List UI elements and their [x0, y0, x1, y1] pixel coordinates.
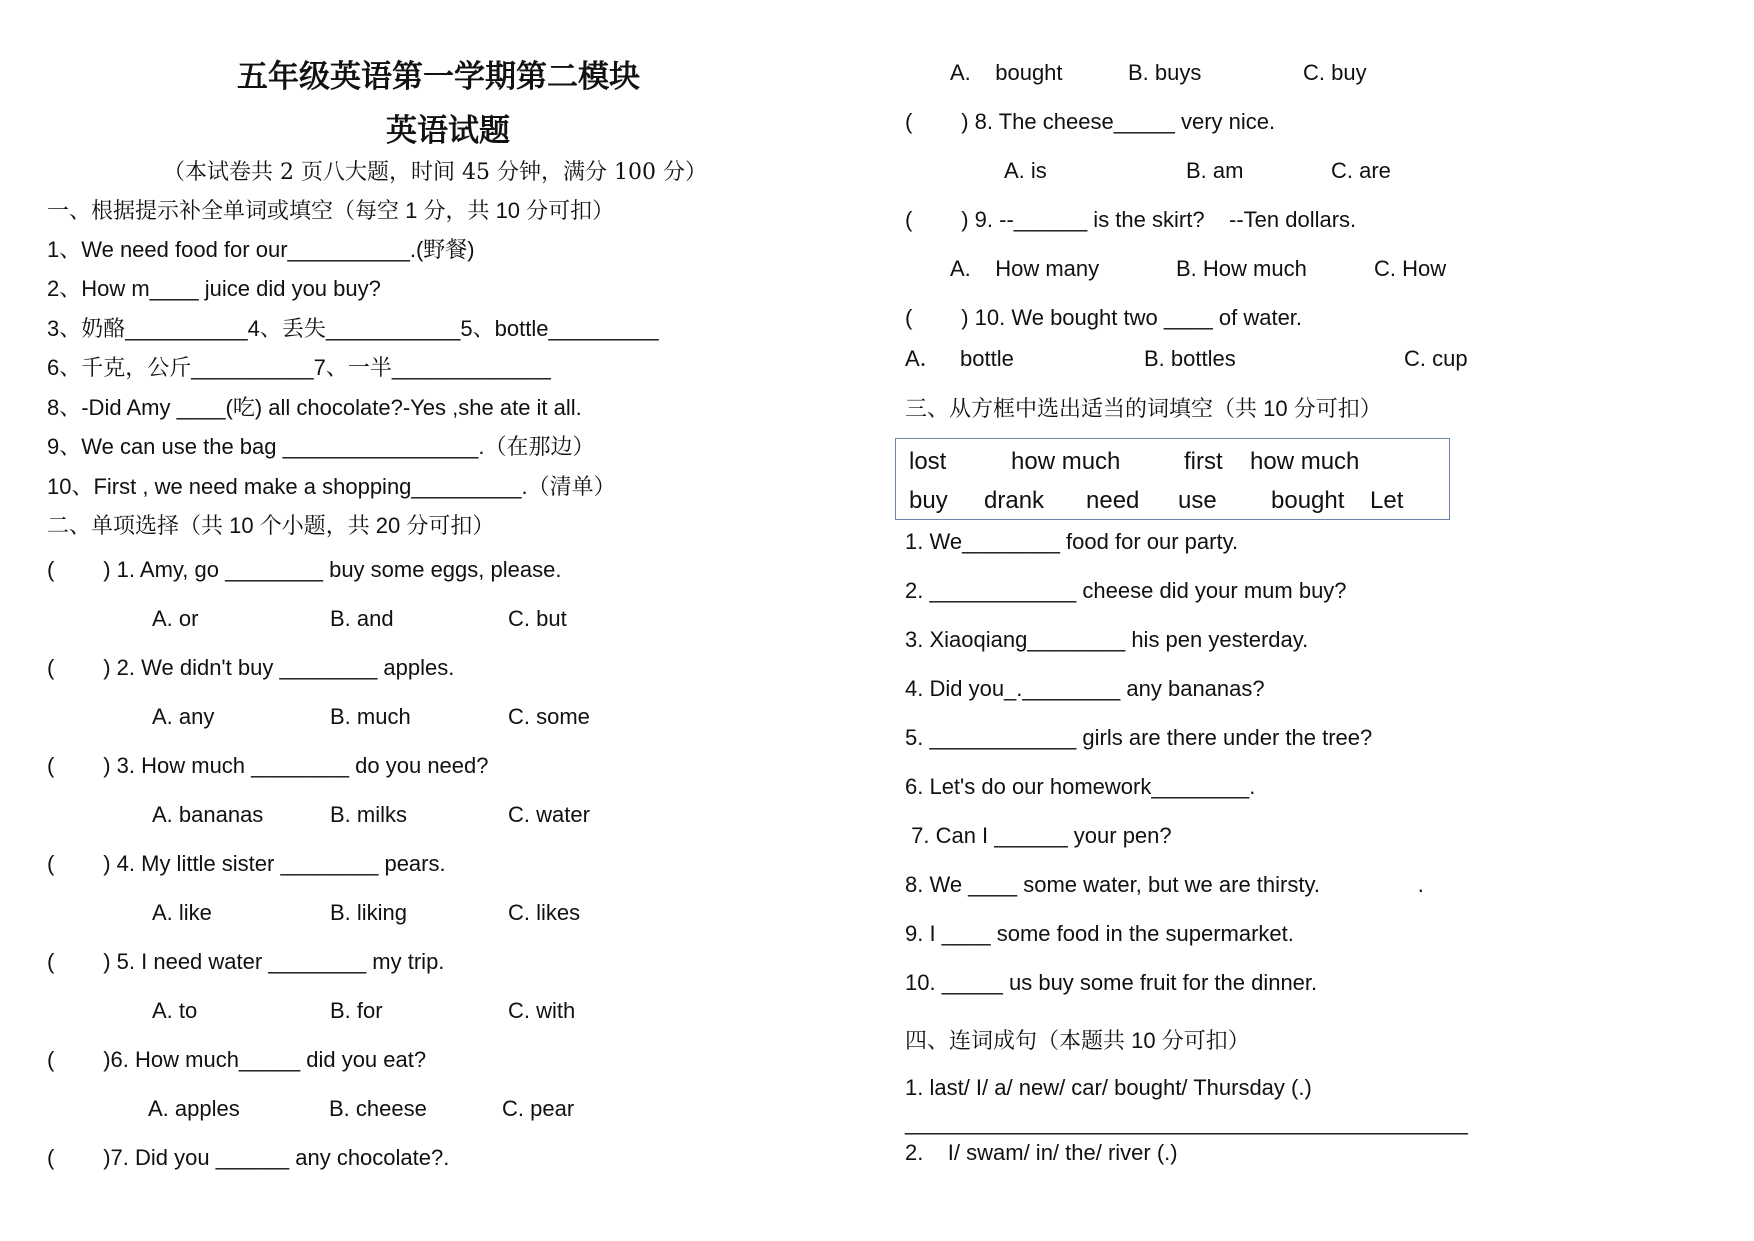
word-drank: drank	[984, 487, 1045, 514]
s2-q6-option-c: C. pear	[502, 1096, 575, 1121]
s2-q7-option-c: C. buy	[1303, 60, 1367, 85]
s4-item-1: 1. last/ I/ a/ new/ car/ bought/ Thursday (.)	[905, 1075, 1312, 1100]
s2-q8-option-a: A. is	[1004, 158, 1047, 183]
s2-q3-option-b: B. milks	[330, 802, 407, 827]
s2-q1-option-c: C. but	[508, 606, 567, 631]
section4-heading: 四、连词成句（本题共 10 分可扣）	[905, 1028, 1250, 1053]
s2-q3-option-c: C. water	[508, 802, 590, 827]
s2-question-5: ( ) 5. I need water ________ my trip.	[47, 949, 445, 974]
exam-subtitle: 英语试题	[386, 113, 510, 149]
s1-item-1: 1、We need food for our__________.(野餐)	[47, 237, 475, 262]
s2-question-7: ( )7. Did you ______ any chocolate?.	[47, 1145, 450, 1170]
s3-item-4: 4. Did you_.________ any bananas?	[905, 676, 1265, 701]
s2-q3-option-a: A. bananas	[152, 802, 264, 827]
s2-question-8: ( ) 8. The cheese_____ very nice.	[905, 109, 1276, 134]
s2-q4-option-b: B. liking	[330, 900, 408, 925]
s3-item-9: 9. I ____ some food in the supermarket.	[905, 921, 1294, 946]
s2-q1-option-b: B. and	[330, 606, 394, 631]
s2-q8-option-b: B. am	[1186, 158, 1244, 183]
s3-item-2: 2. ____________ cheese did your mum buy?	[905, 578, 1347, 603]
s2-q7-option-a: A. bought	[950, 60, 1063, 85]
s2-question-3: ( ) 3. How much ________ do you need?	[47, 753, 489, 778]
s2-question-2: ( ) 2. We didn't buy ________ apples.	[47, 655, 455, 680]
s3-item-6: 6. Let's do our homework________.	[905, 774, 1256, 799]
section2-heading: 二、单项选择（共 10 个小题，共 20 分可扣）	[47, 513, 495, 538]
s2-q4-option-a: A. like	[152, 900, 212, 925]
s2-q5-option-c: C. with	[508, 998, 576, 1023]
s2-q1-option-a: A. or	[152, 606, 199, 631]
s1-item-5: 8、-Did Amy ____(吃) all chocolate?-Yes ,she ate it all.	[47, 395, 582, 420]
s3-item-10: 10. _____ us buy some fruit for the dinner.	[905, 970, 1318, 995]
s2-q9-option-a: A. How many	[950, 256, 1100, 281]
s1-item-3: 3、奶酪__________4、丢失___________5、bottle_________	[47, 316, 659, 341]
s2-q5-option-a: A. to	[152, 998, 198, 1023]
s1-item-7: 10、First , we need make a shopping_________.（清单）	[47, 474, 616, 499]
s4-answer-line: ______________________________________________	[905, 1110, 1468, 1135]
word-need: need	[1086, 487, 1140, 514]
exam-note: （本试卷共 2 页八大题，时间 45 分钟，满分 100 分）	[163, 160, 707, 185]
s2-q2-option-b: B. much	[330, 704, 411, 729]
s3-item-1: 1. We________ food for our party.	[905, 529, 1239, 554]
word-bought: bought	[1271, 487, 1345, 514]
word-buy: buy	[909, 487, 948, 514]
s2-q10-option-b: B. bottles	[1144, 346, 1236, 371]
s2-q2-option-a: A. any	[152, 704, 215, 729]
s3-item-7: 7. Can I ______ your pen?	[905, 823, 1172, 848]
s2-q5-option-b: B. for	[330, 998, 383, 1023]
word-first: first	[1184, 448, 1223, 475]
s2-question-9: ( ) 9. --______ is the skirt? --Ten dollars.	[905, 207, 1357, 232]
word-use: use	[1178, 487, 1217, 514]
s2-q9-option-c: C. How	[1374, 256, 1447, 281]
s2-q4-option-c: C. likes	[508, 900, 581, 925]
s2-q9-option-b: B. How much	[1176, 256, 1307, 281]
s1-item-6: 9、We can use the bag ________________.（在那边）	[47, 434, 595, 459]
s2-question-10: ( ) 10. We bought two ____ of water.	[905, 305, 1303, 330]
word-let: Let	[1370, 487, 1404, 514]
s4-item-2: 2. I/ swam/ in/ the/ river (.)	[905, 1140, 1178, 1165]
word-lost: lost	[909, 448, 947, 475]
s2-q7-option-b: B. buys	[1128, 60, 1202, 85]
s2-q10-option-c: C. cup	[1404, 346, 1468, 371]
exam-title: 五年级英语第一学期第二模块	[237, 59, 640, 95]
s2-q2-option-c: C. some	[508, 704, 590, 729]
s2-q8-option-c: C. are	[1331, 158, 1391, 183]
s2-q6-option-b: B. cheese	[329, 1096, 427, 1121]
s3-item-8: 8. We ____ some water, but we are thirsty. .	[905, 872, 1424, 897]
s1-item-2: 2、How m____ juice did you buy?	[47, 276, 381, 301]
section1-heading: 一、根据提示补全单词或填空（每空 1 分，共 10 分可扣）	[47, 198, 615, 223]
section3-heading: 三、从方框中选出适当的词填空（共 10 分可扣）	[905, 396, 1382, 421]
s2-question-6: ( )6. How much_____ did you eat?	[47, 1047, 427, 1072]
word-box	[895, 438, 1450, 520]
word-how-much-2: how much	[1250, 448, 1360, 475]
s2-question-4: ( ) 4. My little sister ________ pears.	[47, 851, 446, 876]
s1-item-4: 6、千克，公斤__________7、一半_____________	[47, 355, 551, 380]
s3-item-3: 3. Xiaoqiang________ his pen yesterday.	[905, 627, 1309, 652]
s2-q6-option-a: A. apples	[148, 1096, 240, 1121]
word-how-much-1: how much	[1011, 448, 1121, 475]
s3-item-5: 5. ____________ girls are there under the tree?	[905, 725, 1373, 750]
s2-question-1: ( ) 1. Amy, go ________ buy some eggs, please.	[47, 557, 562, 582]
s2-q10-option-a: A． bottle	[905, 346, 1014, 371]
